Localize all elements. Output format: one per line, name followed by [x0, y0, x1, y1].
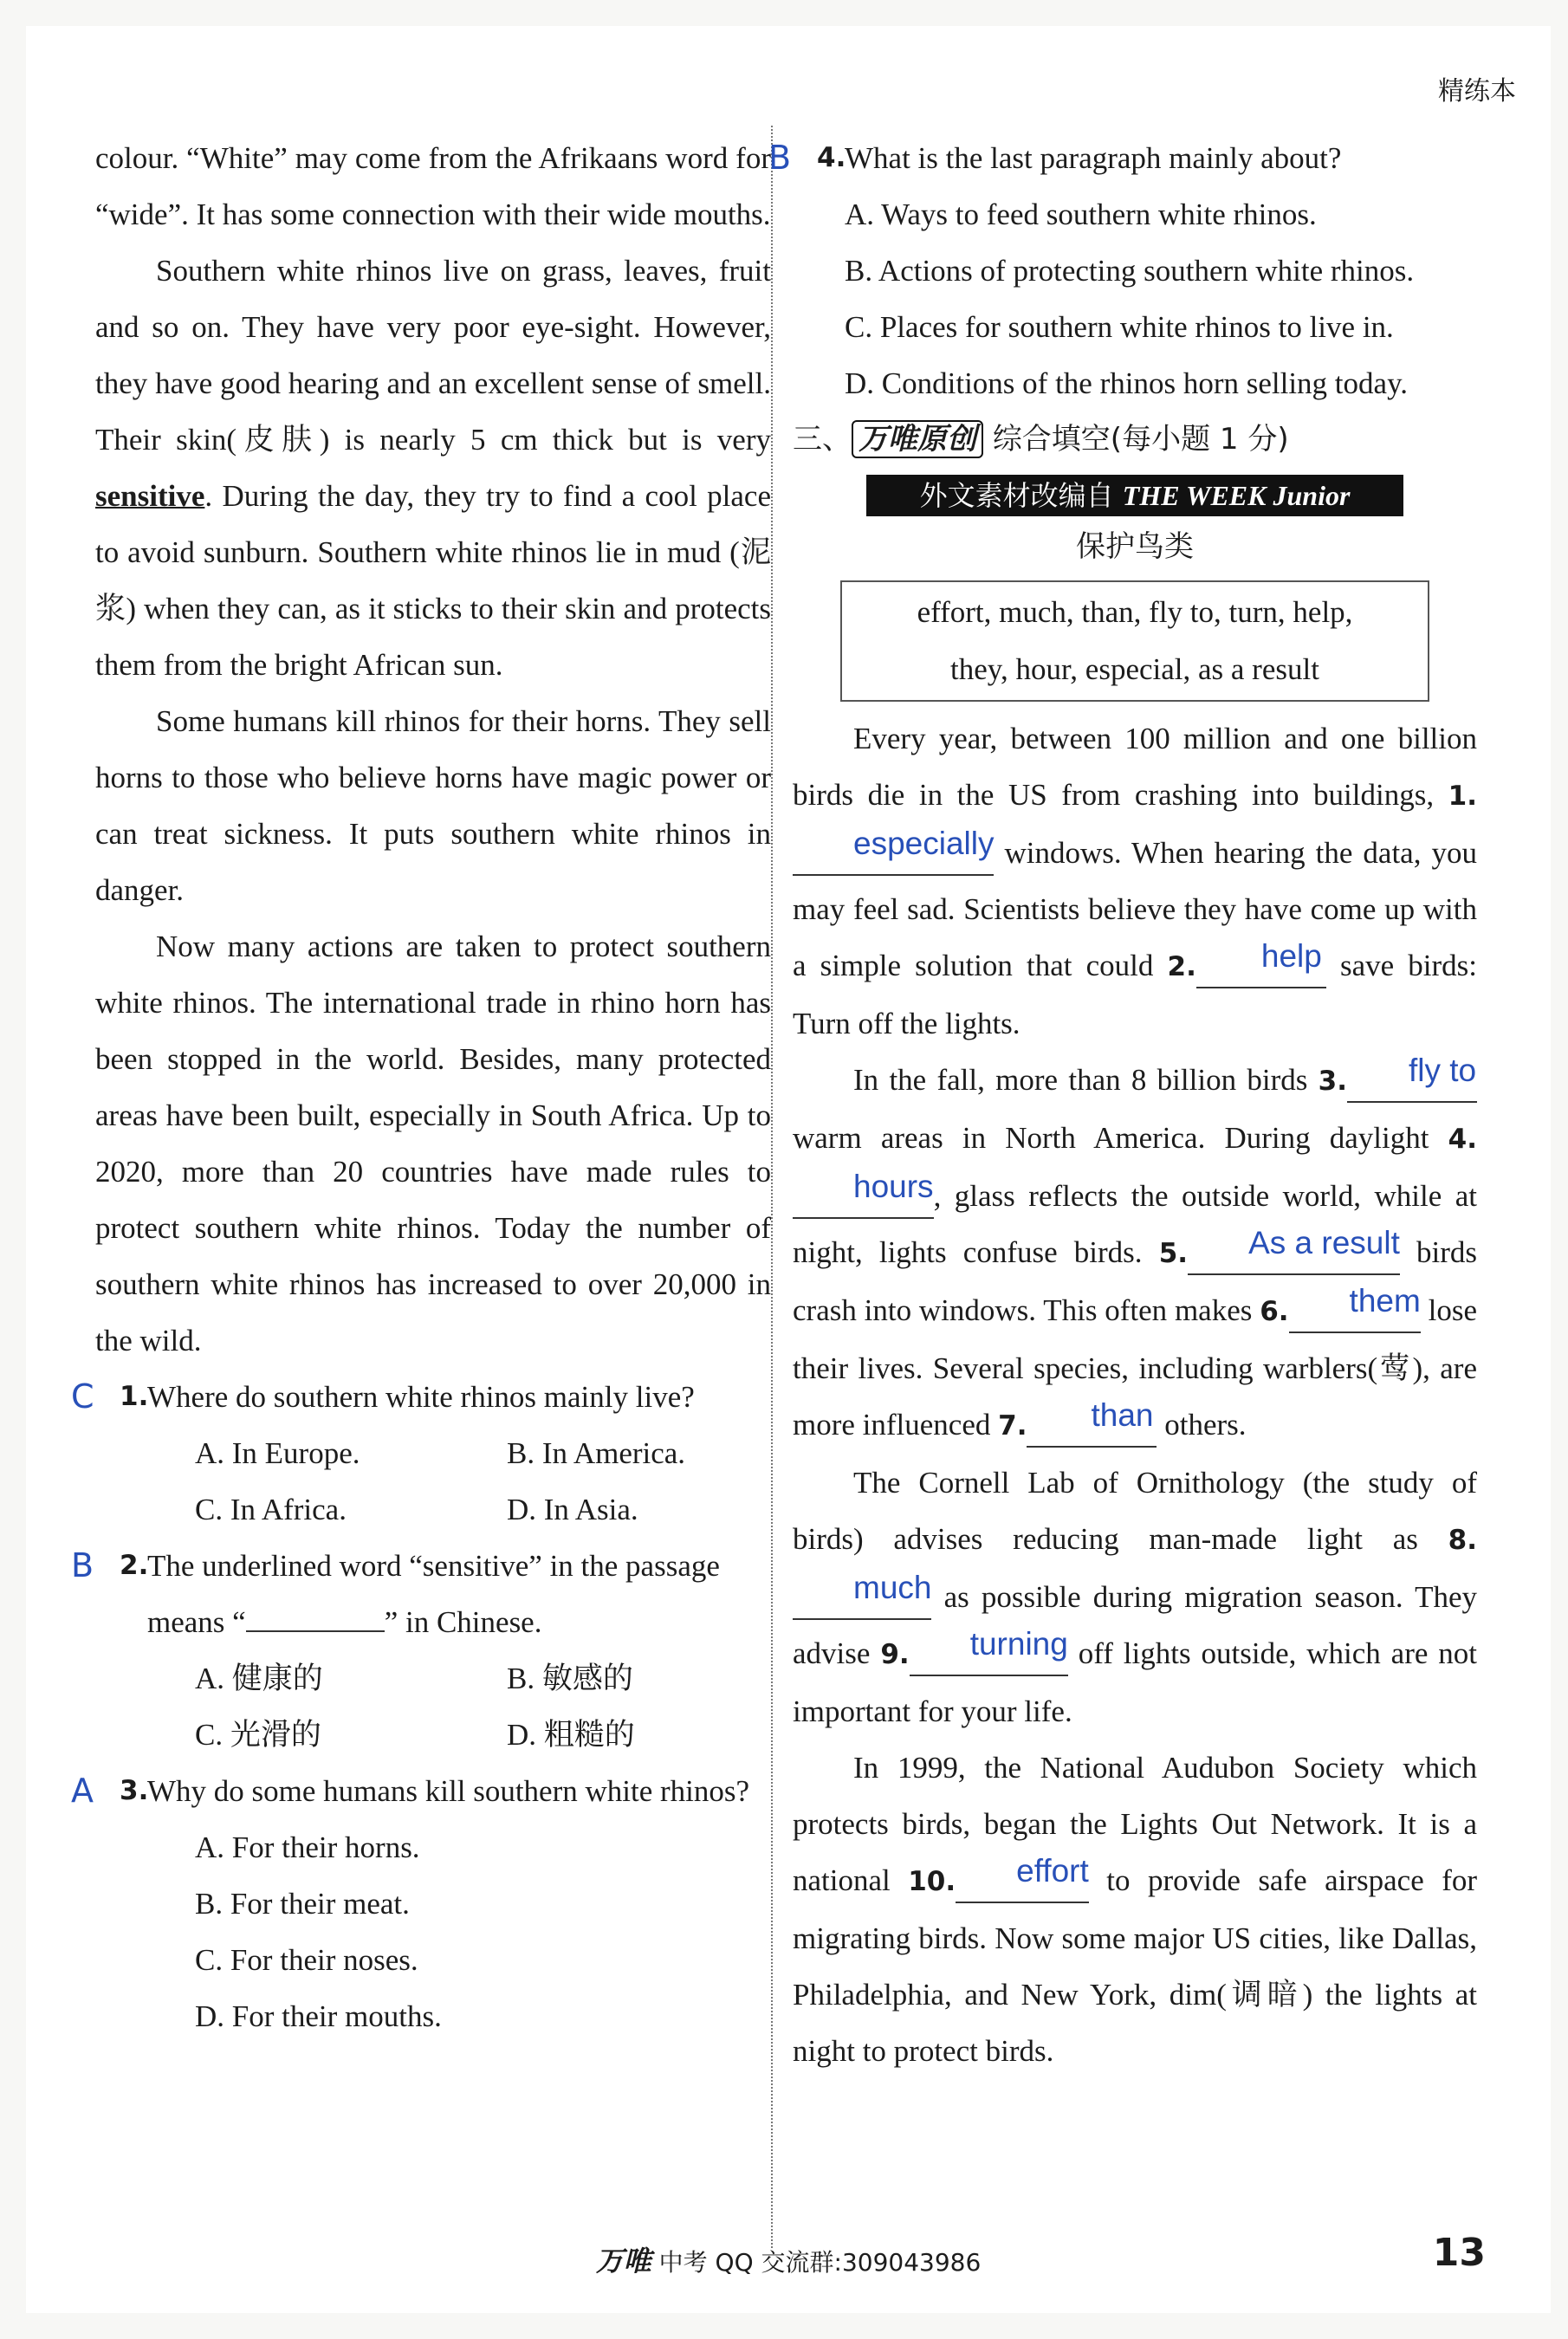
- option-a: A. 健康的: [195, 1662, 323, 1695]
- left-column: [71, 130, 771, 2044]
- question-2: [71, 1538, 771, 1650]
- option-c: C. For their noses.: [195, 1943, 418, 1977]
- cloze-blank-4: [793, 1169, 934, 1219]
- footer-logo: 万唯: [595, 2245, 651, 2277]
- option-a: A. In Europe.: [195, 1436, 360, 1470]
- cloze-blank-10: [956, 1853, 1089, 1903]
- brand-logo: 万唯原创: [852, 420, 983, 458]
- question-2-options: [95, 1650, 771, 1763]
- handwritten-answer: B: [71, 1546, 94, 1584]
- handwritten-answer: than: [1091, 1397, 1154, 1433]
- option-b: B. 敏感的: [507, 1662, 633, 1695]
- handwritten-answer: A: [71, 1772, 94, 1810]
- option-a: A. Ways to feed southern white rhinos.: [845, 198, 1317, 231]
- question-1-options: [95, 1425, 771, 1538]
- word-bank-line-2: they, hour, especial, as a result: [950, 652, 1319, 686]
- cloze-blank-9: [910, 1626, 1068, 1676]
- question-number: 3.: [120, 1775, 149, 1806]
- option-a: A. For their horns.: [195, 1830, 420, 1864]
- handwritten-answer: turning: [969, 1626, 1068, 1662]
- question-3-options: [95, 1819, 771, 2044]
- question-stem: What is the last paragraph mainly about?: [845, 141, 1342, 175]
- underlined-word: sensitive: [95, 479, 205, 513]
- option-c: C. 光滑的: [195, 1718, 321, 1752]
- cloze-paragraph-4: In 1999, the National Audubon Society which protects birds, began the Lights Out Network. It is a national 10. effort to provide safe airspace for migrating birds. Now some major US cities, like Dallas, Philadelphia, and New York, dim(调暗) the lights at night to protect birds.: [793, 1751, 1478, 2068]
- word-bank-line-1: effort, much, than, fly to, turn, help,: [917, 595, 1353, 629]
- cloze-blank-2: [1196, 938, 1326, 988]
- book-type-label: 精练本: [1438, 76, 1516, 107]
- option-b: B. For their meat.: [195, 1887, 410, 1921]
- option-c: C. In Africa.: [195, 1493, 347, 1526]
- page: [26, 26, 1551, 2313]
- cloze-blank-8: [793, 1570, 932, 1620]
- handwritten-answer: especially: [853, 826, 995, 861]
- cloze-paragraph-3: The Cornell Lab of Ornithology (the study of birds) advises reducing man-made light as 8.much as possible during migration season. They advise 9. turning off lights outside, which are not important for your life.: [793, 1466, 1478, 1728]
- cloze-blank-7: [1027, 1397, 1157, 1448]
- question-stem: Where do southern white rhinos mainly live?: [147, 1380, 695, 1414]
- option-b: B. Actions of protecting southern white rhinos.: [845, 254, 1415, 288]
- right-column: [768, 130, 1478, 2079]
- question-4: [768, 130, 1477, 186]
- cloze-title: 保护鸟类: [1076, 529, 1194, 564]
- question-stem: The underlined word “sensitive” in the passage means “ ” in Chinese.: [147, 1549, 720, 1639]
- cloze-blank-5: [1188, 1225, 1400, 1275]
- handwritten-answer: B: [768, 139, 792, 177]
- word-bank-box: [840, 580, 1429, 702]
- handwritten-answer: much: [853, 1570, 932, 1605]
- handwritten-answer: effort: [1016, 1853, 1089, 1889]
- question-stem: Why do some humans kill southern white rhinos?: [147, 1774, 750, 1808]
- section-heading: 三、 万唯原创 综合填空(每小题 1 分): [793, 422, 1289, 457]
- passage-paragraph-1: colour. “White” may come from the Afrikaans word for “wide”. It has some connection with their wide mouths.: [95, 141, 771, 231]
- question-number: 1.: [120, 1381, 149, 1412]
- handwritten-answer: hours: [853, 1169, 934, 1204]
- question-number: 4.: [817, 142, 846, 173]
- option-d: D. For their mouths.: [195, 1999, 442, 2033]
- page-footer: [26, 2239, 1551, 2279]
- handwritten-answer: them: [1349, 1283, 1421, 1319]
- option-d: D. 粗糙的: [507, 1718, 635, 1752]
- cloze-blank-3: [1347, 1053, 1477, 1103]
- question-4-options: [793, 186, 1477, 411]
- question-3: [71, 1763, 771, 1819]
- question-1: [71, 1369, 771, 1425]
- cloze-blank-6: [1289, 1283, 1421, 1333]
- option-d: D. In Asia.: [507, 1493, 638, 1526]
- passage-paragraph-4: Now many actions are taken to protect southern white rhinos. The international trade in rhino horn has been stopped in the world. Besides, many protected areas have been built, especially in South Africa. Up to 2020, more than 20 countries have made rules to protect southern white rhinos. Today the number of southern white rhinos has increased to over 20,000 in the wild.: [95, 930, 771, 1357]
- cloze-blank-1: [793, 826, 995, 876]
- option-c: C. Places for southern white rhinos to live in.: [845, 310, 1394, 344]
- option-b: B. In America.: [507, 1436, 686, 1470]
- handwritten-answer: help: [1260, 938, 1322, 974]
- question-number: 2.: [120, 1550, 149, 1581]
- passage-paragraph-3: Some humans kill rhinos for their horns. They sell horns to those who believe horns have magic power or can treat sickness. It puts southern white rhinos in danger.: [95, 704, 771, 907]
- footer-text: 中考 QQ 交流群:309043986: [658, 2248, 982, 2277]
- handwritten-answer: As a result: [1248, 1225, 1400, 1260]
- passage-paragraph-2: Southern white rhinos live on grass, leaves, fruit and so on. They have very poor eye-sight. However, they have good hearing and an excellent sense of smell. Their skin(皮肤) is nearly 5 cm thick but is very sensitive. During the day, they try to find a cool place to avoid sunburn. Southern white rhinos lie in mud (泥浆) when they can, as it sticks to their skin and protects them from the bright African sun.: [95, 254, 771, 682]
- source-tag: 外文素材改编自 THE WEEK Junior: [866, 475, 1403, 516]
- cloze-paragraph-2: In the fall, more than 8 billion birds 3. fly to warm areas in North America. During daylight 4.hours, glass reflects the outside world, while at night, lights confuse birds. 5. As a result birds crash into windows. This often makes 6. them lose their lives. Several species, including warblers(莺), are more influenced 7. than others.: [793, 1052, 1477, 1455]
- handwritten-answer: fly to: [1408, 1053, 1477, 1088]
- page-number: 13: [1432, 2231, 1486, 2275]
- cloze-paragraph-1: Every year, between 100 million and one billion birds die in the US from crashing into buildings, 1.especially windows. When hearing the data, you may feel sad. Scientists believe they have come up with a simple solution that could 2. help save birds: Turn off the lights.: [793, 722, 1478, 1040]
- answer-blank: [246, 1630, 385, 1632]
- option-d: D. Conditions of the rhinos horn selling today.: [845, 366, 1409, 400]
- handwritten-answer: C: [71, 1377, 94, 1416]
